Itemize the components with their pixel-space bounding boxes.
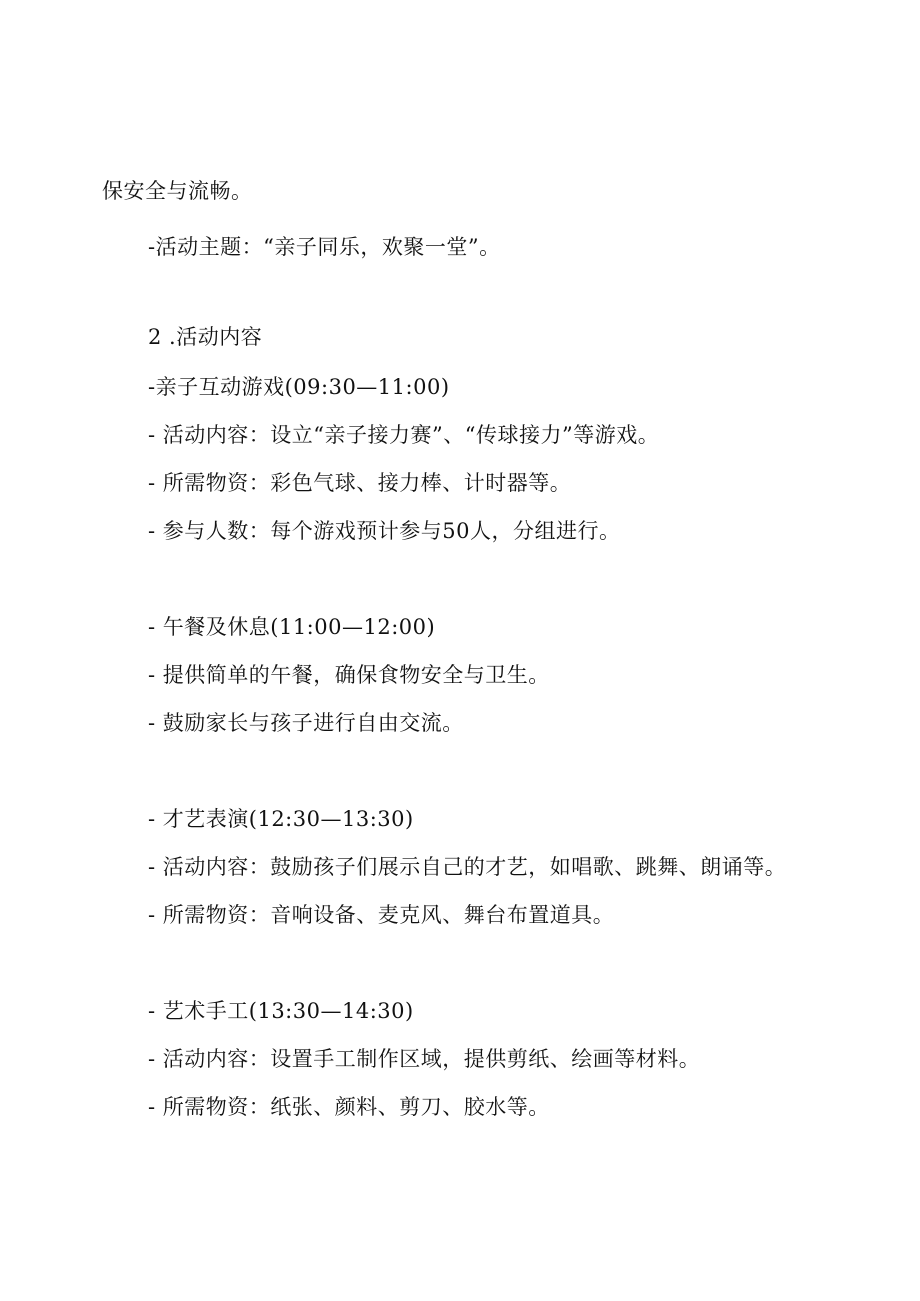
text-line-games-content: - 活动内容：设立“亲子接力赛”、“传球接力”等游戏。 [148,423,660,447]
text-line-craft-content: - 活动内容：设置手工制作区域，提供剪纸、绘画等材料。 [148,1047,701,1071]
item-heading-talent-show: - 才艺表演(12:30—13:30) [148,807,414,831]
text-line-talent-content: - 活动内容：鼓励孩子们展示自己的才艺，如唱歌、跳舞、朗诵等。 [148,855,787,879]
text-line-activity-theme: -活动主题：“亲子同乐，欢聚一堂”。 [148,235,501,259]
text-line-games-participants: - 参与人数：每个游戏预计参与50人，分组进行。 [148,519,621,543]
text-line-games-materials: - 所需物资：彩色气球、接力棒、计时器等。 [148,471,572,495]
text-line-talent-materials: - 所需物资：音响设备、麦克风、舞台布置道具。 [148,903,615,927]
text-line-lunch-provide: - 提供简单的午餐，确保食物安全与卫生。 [148,663,550,687]
item-heading-art-craft: - 艺术手工(13:30—14:30) [148,999,414,1023]
text-line-continuation: 保安全与流畅。 [102,179,253,203]
text-line-craft-materials: - 所需物资：纸张、颜料、剪刀、胶水等。 [148,1095,550,1119]
section-heading-activity-content: 2 .活动内容 [148,325,263,349]
text-line-lunch-communication: - 鼓励家长与孩子进行自由交流。 [148,711,464,735]
item-heading-parent-child-games: -亲子互动游戏(09:30—11:00) [148,375,450,399]
item-heading-lunch-rest: - 午餐及休息(11:00—12:00) [148,615,436,639]
